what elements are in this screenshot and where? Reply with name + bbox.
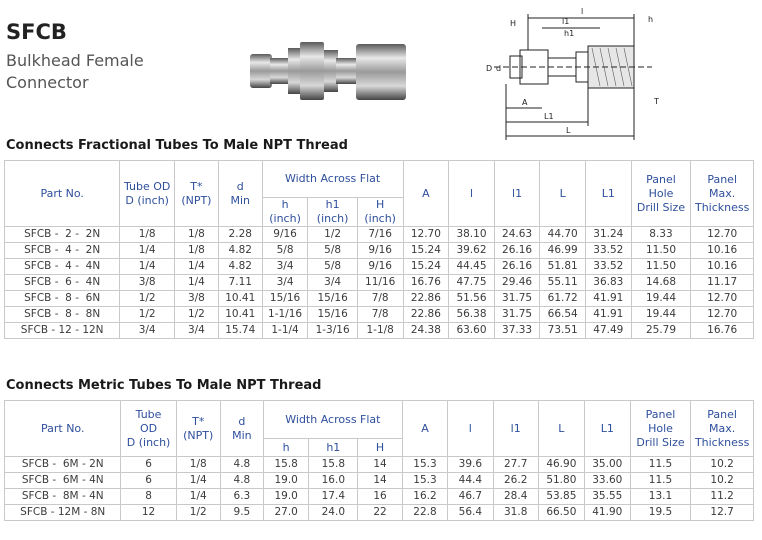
part-number-cell: SFCB - 8M - 4N xyxy=(5,489,121,505)
label-D: D xyxy=(486,64,493,73)
table-cell: 11.5 xyxy=(630,457,691,473)
table-row xyxy=(5,259,754,275)
table-cell: 46.99 xyxy=(540,243,586,259)
header-A: A xyxy=(403,161,449,227)
table-cell: 1/8 xyxy=(120,227,175,243)
header-A: A xyxy=(402,401,447,457)
table-cell: 51.80 xyxy=(538,473,584,489)
table-cell: 6 xyxy=(121,473,176,489)
table-cell: 1-3/16 xyxy=(308,323,357,339)
table-cell: 73.51 xyxy=(540,323,586,339)
label-L: L xyxy=(566,126,571,135)
header-part-no: Part No. xyxy=(5,161,120,227)
header-t-npt: T* (NPT) xyxy=(176,401,220,457)
table-cell: 19.5 xyxy=(630,505,691,521)
table-cell: 8.33 xyxy=(631,227,691,243)
table-cell: 25.79 xyxy=(631,323,691,339)
header-L1: L1 xyxy=(586,161,632,227)
product-code: SFCB xyxy=(6,20,67,44)
table-cell: 41.91 xyxy=(586,307,632,323)
table-cell: 27.7 xyxy=(493,457,538,473)
table-cell: 33.52 xyxy=(586,243,632,259)
table-cell: 47.75 xyxy=(449,275,495,291)
table-cell: 41.90 xyxy=(584,505,630,521)
table-cell: 44.70 xyxy=(540,227,586,243)
part-number-cell: SFCB - 2 - 2N xyxy=(5,227,120,243)
fractional-table-body xyxy=(5,227,754,339)
part-number-cell: SFCB - 12 - 12N xyxy=(5,323,120,339)
table-cell: 55.11 xyxy=(540,275,586,291)
table-cell: 26.16 xyxy=(494,259,540,275)
part-number-cell: SFCB - 6 - 4N xyxy=(5,275,120,291)
table-cell: 10.2 xyxy=(691,457,754,473)
header-l: l xyxy=(448,401,493,457)
table-cell: 14.68 xyxy=(631,275,691,291)
header-h1: h1 xyxy=(309,439,358,457)
label-H: H xyxy=(510,19,517,28)
table-cell: 15/16 xyxy=(308,291,357,307)
table-cell: 15.8 xyxy=(309,457,358,473)
table-cell: 26.2 xyxy=(493,473,538,489)
table-cell: 3/8 xyxy=(174,291,218,307)
header-h: h xyxy=(263,439,308,457)
header-tube-od: Tube OD D (inch) xyxy=(121,401,176,457)
table-cell: 3/8 xyxy=(120,275,175,291)
table-cell: 13.1 xyxy=(630,489,691,505)
header-l: l xyxy=(449,161,495,227)
header-L: L xyxy=(540,161,586,227)
part-number-cell: SFCB - 12M - 8N xyxy=(5,505,121,521)
table-cell: 1/2 xyxy=(120,307,175,323)
table-cell: 61.72 xyxy=(540,291,586,307)
table-cell: 4.8 xyxy=(220,457,263,473)
table-cell: 1/8 xyxy=(176,457,220,473)
header-L1: L1 xyxy=(584,401,630,457)
table-cell: 1/2 xyxy=(308,227,357,243)
part-number-cell: SFCB - 8 - 8N xyxy=(5,307,120,323)
table-cell: 9/16 xyxy=(262,227,308,243)
table-cell: 7/8 xyxy=(357,307,403,323)
table-cell: 31.24 xyxy=(586,227,632,243)
table-cell: 11.17 xyxy=(691,275,754,291)
table-cell: 44.45 xyxy=(449,259,495,275)
table-cell: 5/8 xyxy=(308,243,357,259)
table-cell: 12.70 xyxy=(691,307,754,323)
table-cell: 15.3 xyxy=(402,457,447,473)
label-A: A xyxy=(522,98,528,107)
table-cell: 19.0 xyxy=(263,489,308,505)
header-width-across-flat: Width Across Flat xyxy=(263,401,402,439)
table-cell: 7/8 xyxy=(357,291,403,307)
table-cell: 2.28 xyxy=(218,227,262,243)
table-cell: 19.0 xyxy=(263,473,308,489)
table-cell: 7/16 xyxy=(357,227,403,243)
table-cell: 15.3 xyxy=(402,473,447,489)
table-cell: 22 xyxy=(358,505,402,521)
table-cell: 1/8 xyxy=(174,243,218,259)
table-cell: 22.86 xyxy=(403,307,449,323)
part-number-cell: SFCB - 4 - 4N xyxy=(5,259,120,275)
table-cell: 15.24 xyxy=(403,259,449,275)
product-name-line1: Bulkhead Female xyxy=(6,51,144,70)
table-cell: 24.38 xyxy=(403,323,449,339)
table-cell: 15.24 xyxy=(403,243,449,259)
table-row xyxy=(5,323,754,339)
table-cell: 10.2 xyxy=(691,473,754,489)
header-H: H xyxy=(358,439,402,457)
table-cell: 38.10 xyxy=(449,227,495,243)
table-cell: 1-1/8 xyxy=(357,323,403,339)
table-cell: 5/8 xyxy=(308,259,357,275)
table-cell: 4.82 xyxy=(218,259,262,275)
table-cell: 39.62 xyxy=(449,243,495,259)
table-row xyxy=(5,505,754,521)
table-cell: 22.8 xyxy=(402,505,447,521)
table-cell: 10.16 xyxy=(691,259,754,275)
table-cell: 11.50 xyxy=(631,259,691,275)
table-cell: 14 xyxy=(358,473,402,489)
header-l1: l1 xyxy=(493,401,538,457)
table-cell: 7.11 xyxy=(218,275,262,291)
table-cell: 29.46 xyxy=(494,275,540,291)
table-row xyxy=(5,457,754,473)
table-cell: 1/4 xyxy=(176,489,220,505)
table-cell: 5/8 xyxy=(262,243,308,259)
table-cell: 16.76 xyxy=(403,275,449,291)
table-cell: 19.44 xyxy=(631,307,691,323)
table-cell: 41.91 xyxy=(586,291,632,307)
table-cell: 11.2 xyxy=(691,489,754,505)
table-cell: 22.86 xyxy=(403,291,449,307)
header-panel-max: Panel Max. Thickness xyxy=(691,401,754,457)
table-cell: 10.41 xyxy=(218,307,262,323)
table-cell: 3/4 xyxy=(174,323,218,339)
part-number-cell: SFCB - 8 - 6N xyxy=(5,291,120,307)
label-T: T xyxy=(654,97,659,106)
table-cell: 11/16 xyxy=(357,275,403,291)
table-cell: 31.8 xyxy=(493,505,538,521)
header-t-npt: T* (NPT) xyxy=(174,161,218,227)
table-cell: 19.44 xyxy=(631,291,691,307)
table-cell: 1/2 xyxy=(120,291,175,307)
table-cell: 15.74 xyxy=(218,323,262,339)
table-cell: 10.41 xyxy=(218,291,262,307)
table-cell: 6.3 xyxy=(220,489,263,505)
table-row xyxy=(5,473,754,489)
label-l1: l1 xyxy=(562,17,570,26)
table-cell: 15/16 xyxy=(308,307,357,323)
table-cell: 66.50 xyxy=(538,505,584,521)
part-number-cell: SFCB - 6M - 2N xyxy=(5,457,121,473)
header-width-across-flat: Width Across Flat xyxy=(262,161,403,198)
table-cell: 31.75 xyxy=(494,291,540,307)
table-cell: 3/4 xyxy=(262,275,308,291)
table-cell: 1-1/4 xyxy=(262,323,308,339)
table-cell: 27.0 xyxy=(263,505,308,521)
table-cell: 1/2 xyxy=(176,505,220,521)
table-cell: 10.16 xyxy=(691,243,754,259)
table-cell: 47.49 xyxy=(586,323,632,339)
header-tube-od: Tube OD D (inch) xyxy=(120,161,175,227)
header-l1: l1 xyxy=(494,161,540,227)
table-cell: 6 xyxy=(121,457,176,473)
table-cell: 39.6 xyxy=(448,457,493,473)
table-cell: 33.52 xyxy=(586,259,632,275)
table-cell: 15/16 xyxy=(262,291,308,307)
table-cell: 46.7 xyxy=(448,489,493,505)
table-cell: 37.33 xyxy=(494,323,540,339)
header-h1: h1 (inch) xyxy=(308,198,357,227)
table-cell: 12 xyxy=(121,505,176,521)
table-cell: 17.4 xyxy=(309,489,358,505)
table-cell: 1/4 xyxy=(120,243,175,259)
table-cell: 15.8 xyxy=(263,457,308,473)
table-cell: 33.60 xyxy=(584,473,630,489)
table-cell: 66.54 xyxy=(540,307,586,323)
table-cell: 56.4 xyxy=(448,505,493,521)
table-cell: 16 xyxy=(358,489,402,505)
table-cell: 1/4 xyxy=(120,259,175,275)
table-cell: 8 xyxy=(121,489,176,505)
header-part-no: Part No. xyxy=(5,401,121,457)
table-cell: 14 xyxy=(358,457,402,473)
product-name-line2: Connector xyxy=(6,73,89,92)
header-panel-max: Panel Max. Thickness xyxy=(691,161,754,227)
table-row xyxy=(5,489,754,505)
table-cell: 51.56 xyxy=(449,291,495,307)
table-cell: 56.38 xyxy=(449,307,495,323)
label-d: d xyxy=(496,64,502,73)
table-cell: 51.81 xyxy=(540,259,586,275)
table-cell: 1/2 xyxy=(174,307,218,323)
table-cell: 1/4 xyxy=(176,473,220,489)
table-cell: 46.90 xyxy=(538,457,584,473)
table-row xyxy=(5,307,754,323)
table-cell: 12.70 xyxy=(403,227,449,243)
table-row xyxy=(5,243,754,259)
table-cell: 9/16 xyxy=(357,259,403,275)
header-d-min: d Min xyxy=(220,401,263,457)
table-cell: 3/4 xyxy=(120,323,175,339)
technical-drawing xyxy=(482,4,672,144)
table-cell: 1/8 xyxy=(174,227,218,243)
table-cell: 4.82 xyxy=(218,243,262,259)
table-cell: 53.85 xyxy=(538,489,584,505)
metric-spec-table xyxy=(4,400,754,521)
table-cell: 3/4 xyxy=(308,275,357,291)
table-cell: 1/4 xyxy=(174,259,218,275)
header-h: h (inch) xyxy=(262,198,308,227)
header-L: L xyxy=(538,401,584,457)
part-number-cell: SFCB - 6M - 4N xyxy=(5,473,121,489)
header-panel-hole: Panel Hole Drill Size xyxy=(630,401,691,457)
table-cell: 63.60 xyxy=(449,323,495,339)
table-row xyxy=(5,275,754,291)
fractional-spec-table xyxy=(4,160,754,339)
table-cell: 9/16 xyxy=(357,243,403,259)
table-cell: 12.7 xyxy=(691,505,754,521)
table-cell: 24.63 xyxy=(494,227,540,243)
table-cell: 36.83 xyxy=(586,275,632,291)
label-L1: L1 xyxy=(544,112,554,121)
label-l: l xyxy=(581,7,584,16)
table-cell: 11.50 xyxy=(631,243,691,259)
table-row xyxy=(5,291,754,307)
table-cell: 44.4 xyxy=(448,473,493,489)
table-cell: 12.70 xyxy=(691,291,754,307)
table-cell: 3/4 xyxy=(262,259,308,275)
part-number-cell: SFCB - 4 - 2N xyxy=(5,243,120,259)
header-panel-hole: Panel Hole Drill Size xyxy=(631,161,691,227)
label-h1: h1 xyxy=(564,29,575,38)
table-cell: 16.76 xyxy=(691,323,754,339)
table-row xyxy=(5,227,754,243)
product-photo xyxy=(248,28,408,114)
metric-section-title: Connects Metric Tubes To Male NPT Thread xyxy=(6,378,322,393)
table-cell: 16.0 xyxy=(309,473,358,489)
table-cell: 1/4 xyxy=(174,275,218,291)
metric-table-body xyxy=(5,457,754,521)
table-cell: 26.16 xyxy=(494,243,540,259)
table-cell: 35.55 xyxy=(584,489,630,505)
header-d-min: d Min xyxy=(218,161,262,227)
table-cell: 11.5 xyxy=(630,473,691,489)
label-h: h xyxy=(648,15,654,24)
table-cell: 28.4 xyxy=(493,489,538,505)
table-cell: 9.5 xyxy=(220,505,263,521)
product-name xyxy=(6,50,166,94)
table-cell: 35.00 xyxy=(584,457,630,473)
table-cell: 4.8 xyxy=(220,473,263,489)
table-cell: 31.75 xyxy=(494,307,540,323)
table-cell: 24.0 xyxy=(309,505,358,521)
header-H: H (inch) xyxy=(357,198,403,227)
table-cell: 1-1/16 xyxy=(262,307,308,323)
table-cell: 16.2 xyxy=(402,489,447,505)
fractional-section-title: Connects Fractional Tubes To Male NPT Thread xyxy=(6,138,348,153)
table-cell: 12.70 xyxy=(691,227,754,243)
